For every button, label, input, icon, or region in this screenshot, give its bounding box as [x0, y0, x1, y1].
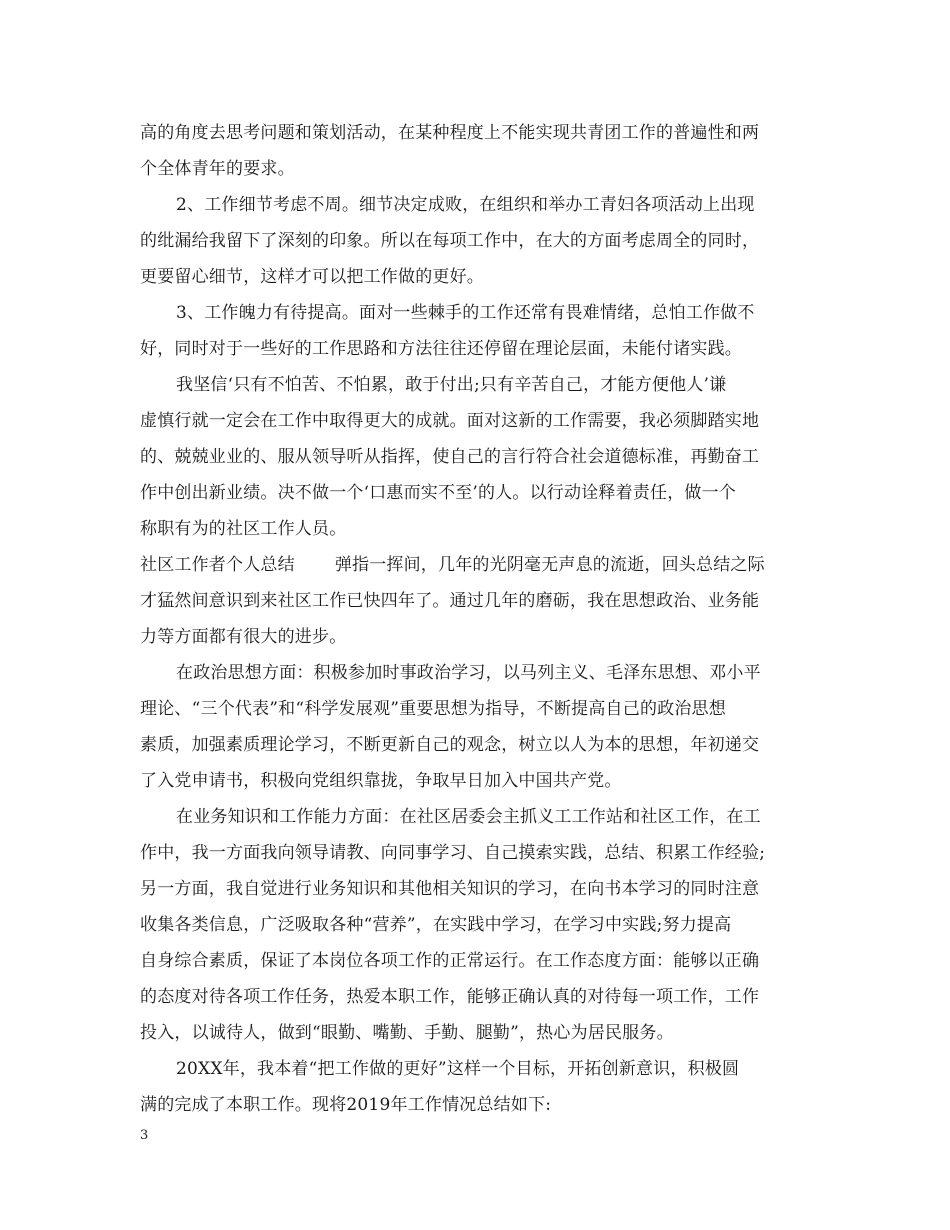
text-line: 虚慎行就一定会在工作中取得更大的成就。面对这新的工作需要，我必须脚踏实地	[140, 411, 760, 431]
text-line: 力等方面都有很大的进步。	[140, 627, 347, 647]
text-line: 的、兢兢业业的、服从领导听从指挥，使自己的言行符合社会道德标准，再勤奋工	[140, 447, 760, 467]
text-line: 才猛然间意识到来社区工作已快四年了。通过几年的磨砺，我在思想政治、业务能	[140, 591, 760, 611]
text-line: 满的完成了本职工作。现将2019年工作情况总结如下:	[140, 1095, 552, 1115]
text-line: 的纰漏给我留下了深刻的印象。所以在每项工作中，在大的方面考虑周全的同时，	[140, 231, 760, 251]
text-line: 高的角度去思考问题和策划活动，在某种程度上不能实现共青团工作的普遍性和两	[140, 123, 760, 143]
section-heading: 社区工作者个人总结	[140, 555, 295, 575]
text-line: 2、工作细节考虑不周。细节决定成败，在组织和举办工青妇各项活动上出现	[176, 195, 755, 215]
text-line: 个全体青年的要求。	[140, 159, 295, 179]
text-line: 了入党申请书，积极向党组织靠拢，争取早日加入中国共产党。	[140, 771, 622, 791]
text-line: 理论、“三个代表”和“科学发展观”重要思想为指导，不断提高自己的政治思想	[140, 699, 726, 719]
text-line: 素质，加强素质理论学习，不断更新自己的观念，树立以人为本的思想，年初递交	[140, 735, 760, 755]
section-heading-line	[140, 547, 820, 583]
text-line: 在业务知识和工作能力方面：在社区居委会主抓义工工作站和社区工作，在工	[176, 807, 761, 827]
text-line: 在政治思想方面：积极参加时事政治学习，以马列主义、毛泽东思想、邓小平	[176, 663, 761, 683]
text-line: 另一方面，我自觉进行业务知识和其他相关知识的学习，在向书本学习的同时注意	[140, 879, 760, 899]
text-line: 收集各类信息，广泛吸取各种“营养”，在实践中学习，在学习中实践;努力提高	[140, 915, 732, 935]
text-line: 称职有为的社区工作人员。	[140, 519, 347, 539]
text-line: 更要留心细节，这样才可以把工作做的更好。	[140, 267, 484, 287]
text-line: 好，同时对于一些好的工作思路和方法往往还停留在理论层面，未能付诸实践。	[140, 339, 742, 359]
text-line: 弹指一挥间，几年的光阴毫无声息的流逝，回头总结之际	[334, 555, 765, 575]
text-line: 作中创出新业绩。决不做一个‘口惠而实不至’的人。以行动诠释着责任，做一个	[140, 483, 737, 503]
text-line: 我坚信‘只有不怕苦、不怕累，敢于付出;只有辛苦自己，才能方便他人’谦	[176, 375, 727, 395]
text-line: 20XX年，我本着“把工作做的更好”这样一个目标，开拓创新意识，积极圆	[176, 1059, 740, 1079]
document-body	[140, 115, 820, 1123]
text-line: 自身综合素质，保证了本岗位各项工作的正常运行。在工作态度方面：能够以正确	[140, 951, 760, 971]
text-line: 投入，以诚待人，做到“眼勤、嘴勤、手勤、腿勤”，热心为居民服务。	[140, 1023, 674, 1043]
text-line: 的态度对待各项工作任务，热爱本职工作，能够正确认真的对待每一项工作，工作	[140, 987, 760, 1007]
text-line: 3、工作魄力有待提高。面对一些棘手的工作还常有畏难情绪，总怕工作做不	[176, 303, 755, 323]
page-number: 3	[140, 1128, 149, 1143]
text-line: 作中，我一方面我向领导请教、向同事学习、自己摸索实践，总结、积累工作经验;	[140, 843, 766, 863]
